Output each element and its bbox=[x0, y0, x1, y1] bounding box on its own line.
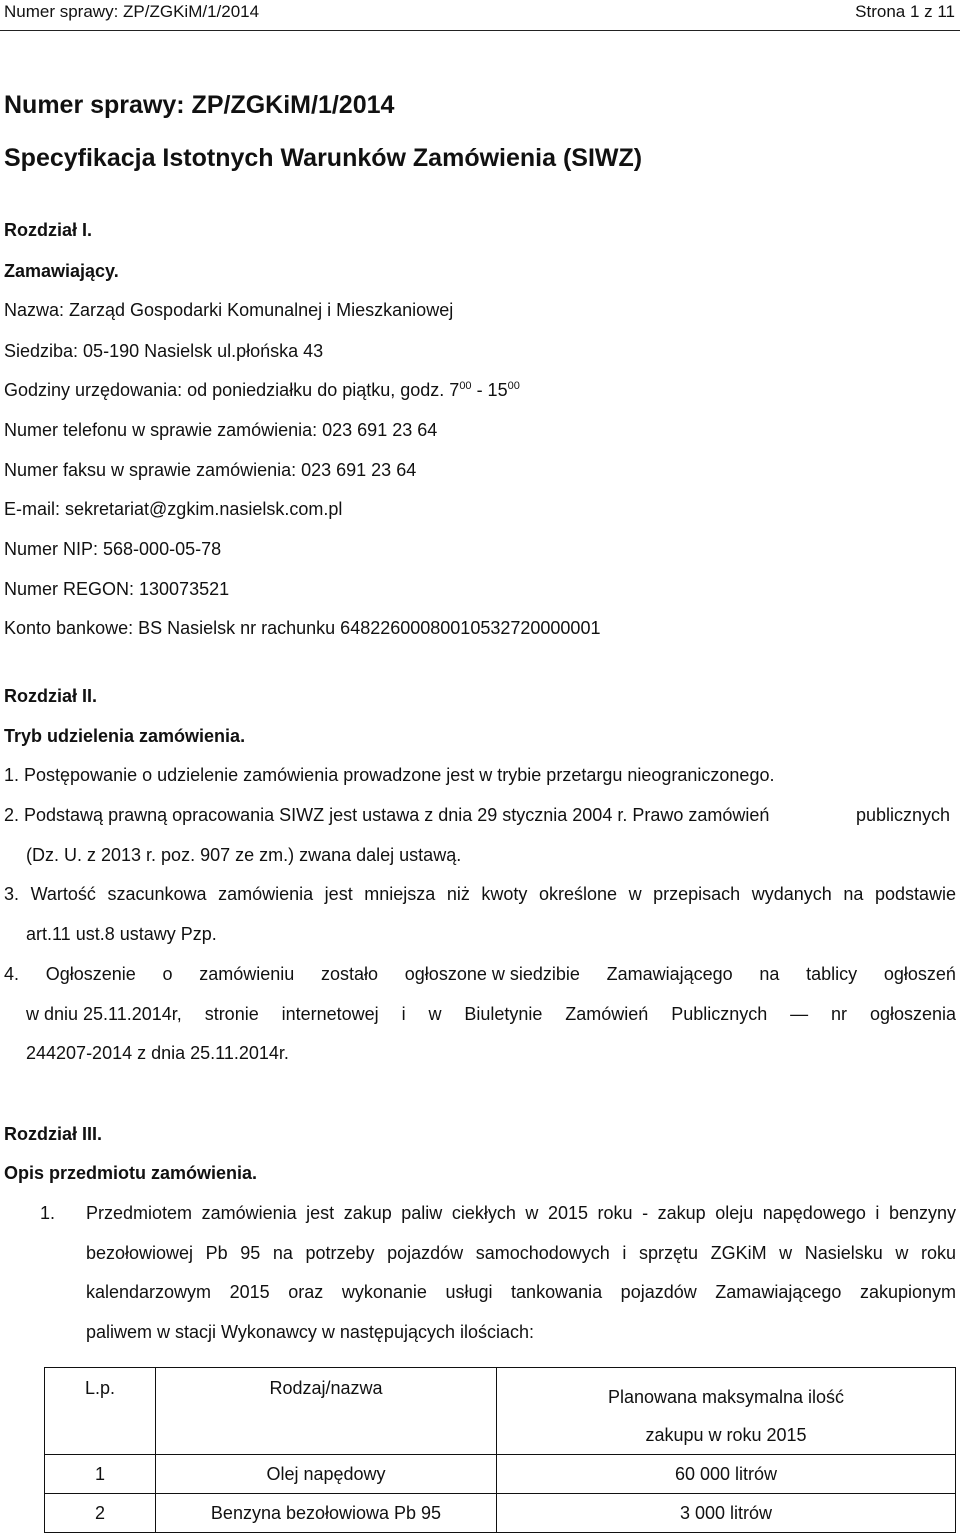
chapter2-subheading: Tryb udzielenia zamówienia. bbox=[4, 726, 246, 746]
bank-account: Konto bankowe: BS Nasielsk nr rachunku 64822600080010532720000001 bbox=[4, 618, 601, 638]
ch2-item-4-word: nr bbox=[831, 1004, 848, 1024]
ch2-item-4-line1 bbox=[4, 964, 956, 985]
ch2-item-4-word: ogłoszone w siedzibie bbox=[404, 964, 580, 984]
col-header-quantity bbox=[497, 1368, 956, 1455]
nip-number: Numer NIP: 568-000-05-78 bbox=[4, 539, 222, 559]
ch2-item-4-word: zostało bbox=[321, 964, 379, 984]
ch2-item-3-line2: art.11 ust.8 ustawy Pzp. bbox=[26, 924, 217, 944]
orderer-name: Nazwa: Zarząd Gospodarki Komunalnej i Mieszkaniowej bbox=[4, 300, 454, 320]
chapter1-heading: Rozdział I. bbox=[4, 220, 93, 240]
chapter3-heading: Rozdział III. bbox=[4, 1124, 103, 1144]
orderer-seat: Siedziba: 05-190 Nasielsk ul.płońska 43 bbox=[4, 341, 324, 361]
cell-quantity: 3 000 litrów bbox=[497, 1494, 956, 1533]
doc-spec-title: Specyfikacja Istotnych Warunków Zamówienia (SIWZ) bbox=[4, 144, 643, 172]
ch2-item-4-word: Ogłoszenie bbox=[45, 964, 136, 984]
ch2-item-1: 1. Postępowanie o udzielenie zamówienia prowadzone jest w trybie przetargu nieograniczonego. bbox=[4, 765, 775, 785]
ch2-item-4-line3: 244207-2014 z dnia 25.11.2014r. bbox=[26, 1043, 289, 1063]
ch3-item-line: kalendarzowym 2015 oraz wykonanie usługi tankowania pojazdów Zamawiającego zakupionym bbox=[86, 1282, 956, 1302]
col-header-quantity-line1: Planowana maksymalna ilość bbox=[607, 1387, 845, 1407]
cell-lp: 2 bbox=[45, 1494, 156, 1533]
ch2-item-2-line2: (Dz. U. z 2013 r. poz. 907 ze zm.) zwana dalej ustawą. bbox=[26, 845, 462, 865]
ch2-item-4-word: Publicznych bbox=[671, 1004, 768, 1024]
ch2-item-4-word: ogłoszenia bbox=[869, 1004, 956, 1024]
col-header-lp: L.p. bbox=[45, 1368, 156, 1455]
ch2-item-4-word: internetowej bbox=[281, 1004, 379, 1024]
ch2-item-4-word: Biuletynie bbox=[464, 1004, 543, 1024]
ch2-item-4-word: tablicy bbox=[806, 964, 858, 984]
header-divider bbox=[0, 30, 960, 31]
ch2-item-2-line1: 2. Podstawą prawną opracowania SIWZ jest ustawa z dnia 29 stycznia 2004 r. Prawo zamówień bbox=[4, 805, 770, 825]
chapter2-heading: Rozdział II. bbox=[4, 686, 98, 706]
ch2-item-4-word: Zamawiającego bbox=[606, 964, 733, 984]
ch3-item-line: Przedmiotem zamówienia jest zakup paliw ciekłych w 2015 roku - zakup oleju napędowego i benzyny bbox=[86, 1203, 956, 1223]
ch2-item-4-word: Zamówień bbox=[565, 1004, 649, 1024]
ch2-item-4-word: i bbox=[401, 1004, 406, 1024]
col-header-quantity-line2: zakupu w roku 2015 bbox=[645, 1425, 807, 1445]
doc-case-title: Numer sprawy: ZP/ZGKiM/1/2014 bbox=[4, 91, 395, 119]
cell-type: Benzyna bezołowiowa Pb 95 bbox=[156, 1494, 497, 1533]
cell-quantity: 60 000 litrów bbox=[497, 1455, 956, 1494]
ch2-item-4-word: na bbox=[759, 964, 780, 984]
ch2-item-2-line1-end: publicznych bbox=[856, 805, 951, 825]
ch2-item-4-word: w bbox=[428, 1004, 442, 1024]
chapter3-subheading: Opis przedmiotu zamówienia. bbox=[4, 1163, 258, 1183]
col-header-type: Rodzaj/nazwa bbox=[156, 1368, 497, 1455]
cell-type: Olej napędowy bbox=[156, 1455, 497, 1494]
office-hours: Godziny urzędowania: od poniedziałku do piątku, godz. $7^{00} - 15^{00}$ bbox=[4, 380, 520, 400]
ch2-item-4-word: o bbox=[162, 964, 173, 984]
cell-lp: 1 bbox=[45, 1455, 156, 1494]
ch2-item-4-word: — bbox=[790, 1004, 809, 1024]
chapter1-subheading: Zamawiający. bbox=[4, 261, 119, 281]
table-row bbox=[45, 1455, 956, 1494]
ch2-item-4-line2 bbox=[26, 1004, 956, 1025]
fax-number: Numer faksu w sprawie zamówienia: 023 691 23 64 bbox=[4, 460, 417, 480]
ch2-item-3-line1: 3. Wartość szacunkowa zamówienia jest mniejsza niż kwoty określone w przepisach wydanych na podstawie bbox=[4, 884, 956, 904]
ch2-item-4-word: stronie bbox=[204, 1004, 259, 1024]
header-case-number: Numer sprawy: ZP/ZGKiM/1/2014 bbox=[4, 2, 260, 21]
email-address: E-mail: sekretariat@zgkim.nasielsk.com.pl bbox=[4, 499, 343, 519]
fuel-table-header-row bbox=[45, 1368, 956, 1455]
ch3-item-line: paliwem w stacji Wykonawcy w następujących ilościach: bbox=[86, 1322, 535, 1342]
ch3-item-line: bezołowiowej Pb 95 na potrzeby pojazdów samochodowych i sprzętu ZGKiM w Nasielsku w roku bbox=[86, 1243, 956, 1263]
ch2-item-4-word: w dniu 25.11.2014r, bbox=[26, 1004, 182, 1024]
header-page-label: Strona 1 z 11 bbox=[855, 2, 955, 21]
phone-number: Numer telefonu w sprawie zamówienia: 023 691 23 64 bbox=[4, 420, 438, 440]
ch2-item-4-word: ogłoszeń bbox=[883, 964, 956, 984]
regon-number: Numer REGON: 130073521 bbox=[4, 579, 230, 599]
fuel-table bbox=[44, 1367, 956, 1533]
ch2-item-4-word: zamówieniu bbox=[199, 964, 295, 984]
ch3-item-number: 1. bbox=[40, 1203, 56, 1223]
table-row bbox=[45, 1494, 956, 1533]
ch2-item-4-word: 4. bbox=[4, 964, 20, 984]
